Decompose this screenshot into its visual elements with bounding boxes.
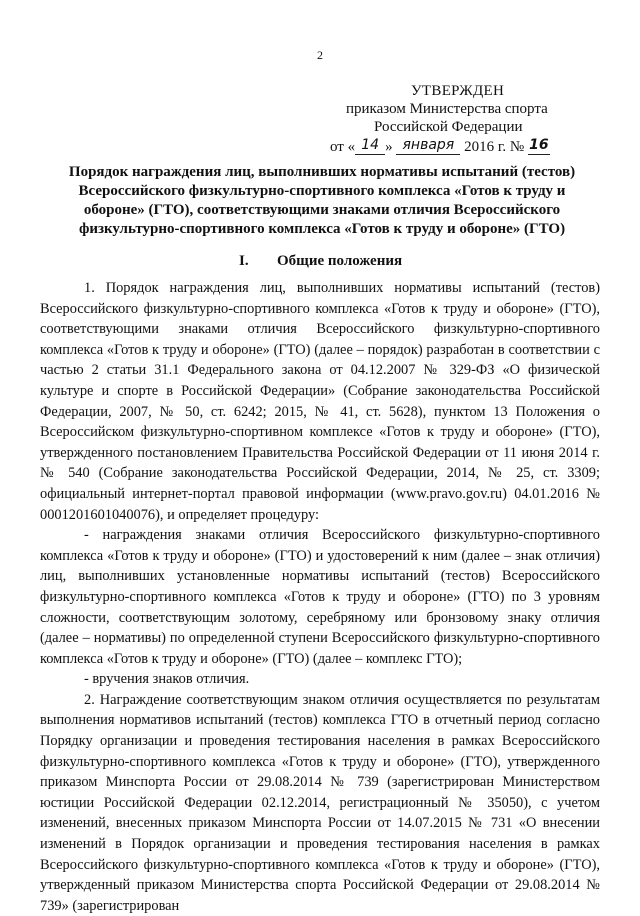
approval-country-line: Российской Федерации: [374, 119, 523, 135]
paragraph: - награждения знаками отличия Всероссийского физкультурно-спортивного комплекса «Готов к труду и обороне» (ГТО) и удостоверений к ним (далее – знак отличия) лиц, выполнивших установленные нормативы испытаний (тестов) Всероссийского физкультурно-спортивного комплекса «Готов к труду и обороне» (ГТО) по 3 уровням сложности, соответствующим золотому, серебряному или бронзовому знаку отличия (далее – нормативы) по определенной ступени Всероссийского физкультурно-спортивного комплекса «Готов к труду и обороне» (ГТО) (далее – комплекс ГТО);: [40, 527, 600, 667]
section-number: I.: [239, 253, 249, 269]
date-year-part: 2016 г. №: [464, 139, 525, 155]
handwritten-month: января: [402, 137, 455, 153]
document-title: Порядок награждения лиц, выполнивших нормативы испытаний (тестов) Всероссийского физкультурно-спортивного комплекса «Готов к труду и обороне» (ГТО), соответствующими знаками отличия Всероссийского физкультурно-спортивного комплекса «Готов к труду и обороне» (ГТО): [68, 164, 576, 237]
handwritten-day: 14: [361, 137, 380, 153]
paragraph: 1. Порядок награждения лиц, выполнивших нормативы испытаний (тестов) Всероссийского физкультурно-спортивного комплекса «Готов к труду и обороне» (ГТО), соответствующими знаками отличия Всероссийского физкультурно-спортивного комплекса «Готов к труду и обороне» (ГТО) (далее – порядок) разработан в соответствии с частью 2 статьи 31.1 Федерального закона от 04.12.2007 № 329-ФЗ «О физической культуре и спорте в Российской Федерации» (Собрание законодательства Российской Федерации, 2007, № 50, ст. 6242; 2015, № 41, ст. 5628), пунктом 13 Положения о Всероссийском физкультурно-спортивном комплексе «Готов к труду и обороне» (ГТО), утвержденного постановлением Правительства Российской Федерации от 11 июня 2014 г. № 540 (Собрание законодательства Российской Федерации, 2014, № 25, ст. 3309; официальный интернет-портал правовой информации (www.pravo.gov.ru) 04.01.2016 № 0001201601040076), и определяет процедуру:: [40, 280, 600, 523]
approval-order-line: приказом Министерства спорта: [346, 101, 548, 117]
page-number: 2: [317, 48, 323, 62]
date-mid: »: [385, 139, 393, 155]
paragraph: - вручения знаков отличия.: [84, 671, 250, 688]
approval-heading: УТВЕРЖДЕН: [411, 83, 505, 99]
date-prefix: от «: [330, 139, 356, 155]
paragraph: 2. Награждение соответствующим знаком отличия осуществляется по результатам выполнения нормативов испытаний (тестов) комплекса ГТО в отчетный период согласно Порядку организации и проведения тестирования населения в рамках Всероссийского физкультурно-спортивного комплекса «Готов к труду и обороне» (ГТО), утвержденного приказом Минспорта России от 29.08.2014 № 739 (зарегистрирован Министерством юстиции Российской Федерации 02.12.2014, регистрационный № 35050), с учетом изменений, внесенных приказом Минспорта России от 14.07.2015 № 731 «О внесении изменений в Порядок организации и проведения тестирования населения в рамках Всероссийского физкультурно-спортивного комплекса «Готов к труду и обороне» (ГТО), утвержденный приказом Министерства спорта Российской Федерации от 29.08.2014 № 739» (зарегистрирован: [40, 691, 600, 914]
approval-block: [0, 82, 640, 154]
document-body: [40, 278, 600, 916]
section-title: Общие положения: [277, 253, 403, 269]
approval-date-line: [330, 138, 550, 157]
handwritten-order-number: 16: [529, 137, 549, 153]
